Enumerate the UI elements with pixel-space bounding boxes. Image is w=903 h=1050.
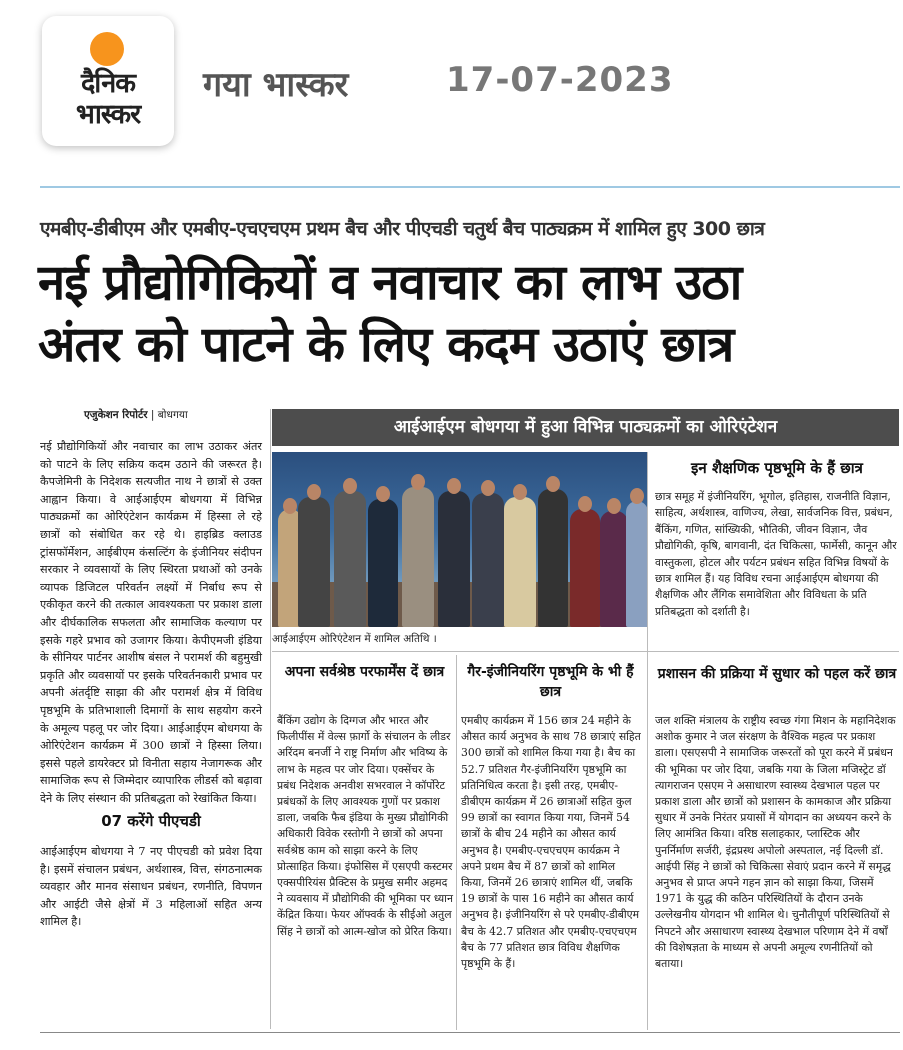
subhead-phd: 07 करेंगे पीएचडी xyxy=(101,812,201,831)
section-2-title: अपना सर्वश्रेष्ठ परफार्मेंस दें छात्र xyxy=(284,664,445,680)
person-figure xyxy=(538,489,568,627)
edition-name: गया भास्कर xyxy=(203,65,349,105)
person-figure xyxy=(368,499,398,627)
person-figure xyxy=(402,487,434,627)
person-head xyxy=(546,476,560,492)
column-divider xyxy=(456,655,457,1030)
person-figure xyxy=(334,491,366,627)
person-figure xyxy=(600,511,628,627)
headline xyxy=(38,252,898,376)
section-4-body: जल शक्ति मंत्रालय के राष्ट्रीय स्वच्छ गंगा मिशन के महानिदेशक अशोक कुमार ने जल संरक्षण के वैश्विक महत्व पर प्रकाश डाला। एसएसपी ने सामाजिक जरूरतों को पूरा करने में प्रबंधन की भूमिका पर जोर दिया, जबकि गया के जिला मजिस्ट्रेट डॉ त्यागराजन एसएम ने असाधारण स्वास्थ्य देखभाल पहल पर प्रकाश डाला और छात्रों को प्रशासन के कामकाज और प्रक्रिया सुधार में उनके निरंतर प्रयासों में योगदान का अध्ययन करने के लिए आमंत्रित किया। वरिष्ठ सलाहकार, प्लास्टिक और पुनर्निर्माण सर्जरी, इंद्रप्रस्थ अपोलो अस्पताल, नई दिल्ली डॉ. आईपी सिंह ने छात्रों को चिकित्सा सेवाएं प्रदान करने में समृद्ध अनुभव से प्राप्त अपने गहन ज्ञान को साझा किया, जिसमें 1971 के युद्ध की कठिन परिस्थितियों के दौरान उनके उल्लेखनीय योगदान भी शामिल थे। चुनौतीपूर्ण परिस्थितियों से निपटने और असाधारण स्वास्थ्य देखभाल परिणाम देने में वर्षों की विशेषज्ञता के माध्यम से अपनी अमूल्य रणनीतियों को बताया। xyxy=(655,714,896,971)
sidebar-title: इन शैक्षणिक पृष्ठभूमि के हैं छात्र xyxy=(691,459,863,477)
article-body-2: आईआईएम बोधगया ने 7 नए पीएचडी को प्रवेश दिया है। इसमें संचालन प्रबंधन, अर्थशास्त्र, वित्त, संगठनात्मक व्यवहार और मानव संसाधन प्रबंधन, रणनीति, विपणन और आईटी जैसे क्षेत्रों में 3 महिलाओं सहित अन्य शामिल है। xyxy=(40,845,262,929)
sun-icon xyxy=(90,32,124,66)
section-2-body: बैंकिंग उद्योग के दिग्गज और भारत और फिलीपींस में वेल्स फ़ार्गो के संचालन के लीडर अरिंदम बनर्जी ने राष्ट्र निर्माण और भविष्य के लाभ के महत्व पर जोर दिया। एक्सेंचर के प्रबंध निदेशक अनवीश सभरवाल ने कॉर्पोरेट प्रबंधकों के लिए आवश्यक गुणों पर प्रकाश डाला, जबकि फैब इंडिया के मुख्य प्रौद्योगिकी अधिकारी विवेक रस्तोगी ने छात्रों को अपना सर्वश्रेष्ठ काम को साझा करने के लिए प्रोत्साहित किया। इंफोसिस में एसएपी कस्टमर एक्सपीरियंस प्रैक्टिस के प्रमुख समीर अहमद ने व्यवसाय में प्रौद्योगिकी की भूमिका पर ध्यान केंद्रित किया। फेयर ऑफ्वर्क के सीईओ अतुल सिंह ने छात्रों को आत्म-खोज को प्रेरित किया। xyxy=(277,714,453,938)
person-figure xyxy=(298,497,330,627)
section-4-title: प्रशासन की प्रक्रिया में सुधार को पहल करें छात्र xyxy=(657,666,897,682)
headline-line-2: अंतर को पाटने के लिए कदम उठाएं छात्र xyxy=(38,316,734,373)
brand-logo xyxy=(42,16,174,146)
person-figure xyxy=(626,501,647,627)
banner-headline: आईआईएम बोधगया में हुआ विभिन्न पाठ्यक्रमों का ओरिएंटेशन xyxy=(272,409,899,446)
person-head xyxy=(376,486,390,502)
person-head xyxy=(411,474,425,490)
person-head xyxy=(513,484,527,500)
edition-date: 17-07-2023 xyxy=(446,60,674,100)
event-photo xyxy=(272,452,647,627)
person-head xyxy=(607,498,621,514)
divider xyxy=(40,186,900,188)
person-head xyxy=(630,488,644,504)
column-divider xyxy=(270,409,271,1029)
sidebar-body: छात्र समूह में इंजीनियरिंग, भूगोल, इतिहास, राजनीति विज्ञान, साहित्य, अर्थशास्त्र, वाणिज्य, लेखा, सार्वजनिक वित्त, प्रबंधन, बैंकिंग, गणित, सांख्यिकी, भौतिकी, जीवन विज्ञान, जैव प्रौद्योगिकी, कृषि, बागवानी, दंत चिकित्सा, फार्मेसी, कानून और वास्तुकला, होटल और पर्यटन प्रबंधन सहित विभिन्न विषयों के छात्र शामिल हैं। यह विविध रचना आईआईएम बोधगया की शैक्षणिक और लैंगिक समावेशिता और विविधता के प्रति प्रतिबद्धता को दर्शाती है। xyxy=(655,490,897,618)
person-head xyxy=(283,498,297,514)
person-figure xyxy=(472,493,504,627)
headline-line-1: नई प्रौद्योगिकियों व नवाचार का लाभ उठा xyxy=(38,254,742,311)
person-figure xyxy=(438,491,470,627)
person-figure xyxy=(570,509,600,627)
section-3-title: गैर-इंजीनियरिंग पृष्ठभूमि के भी हैं छात्र xyxy=(467,664,634,700)
person-figure xyxy=(504,497,536,627)
column-divider xyxy=(647,452,648,1030)
person-head xyxy=(343,478,357,494)
article-body: नई प्रौद्योगिकियों और नवाचार का लाभ उठाकर अंतर को पाटने के लिए सक्रिय कदम उठाने की जरूरत है। कैपजेमिनी के निदेशक सत्यजीत नाथ ने छात्रों से उक्त आह्वान किया। वे आईआईएम बोधगया में विभिन्न पाठ्यक्रमों का ओरिएंटेशन कार्यक्रम में हिस्सा ले रहे छात्रों को संबोधित कर रहे थे। हाइब्रिड क्लाउड ट्रांसफॉर्मेशन, आईबीएम कंसल्टिंग के इंजीनियर संदीपन सरकार ने व्यवसायों के लिए स्थिरता प्रथाओं को उनके व्यापक डिजिटल परिवर्तन लक्ष्यों में निर्बाध रूप से एकीकृत करने की तत्काल आवश्यकता पर प्रकाश डाला और दीर्घकालिक सफलता और सामाजिक कल्याण पर इसके गहरे प्रभाव को उजागर किया। केपीएमजी इंडिया के सीनियर पार्टनर आशीष बंसल ने परामर्श की बहुमुखी प्रकृति और व्यवसायों पर इसके परिवर्तनकारी प्रभाव पर अपनी अंतर्दृष्टि साझा की और परामर्श क्षेत्र में विविध पृष्ठभूमि के प्रतिभाशाली दिमागों के साथ सहयोग करने के अमूल्य पहलू पर जोर दिया। आईआईएम बोधगया के ओरिएंटेशन कार्यक्रम में 300 छात्रों ने हिस्सा लिया। इससे पहले डायरेक्टर प्रो विनीता सहाय नेजागरूक और सामाजिक रूप से जिम्मेदार व्यापारिक लीडर्स को बढ़ावा देने के लिए संस्थान की प्रतिबद्धता को रेखांकित किया। xyxy=(40,440,262,805)
byline: एजुकेशन रिपोर्टर | बोधगया xyxy=(84,409,188,421)
section-3-body: एमबीए कार्यक्रम में 156 छात्र 24 महीने के औसत कार्य अनुभव के साथ 78 छात्राएं सहित 300 छात्रों को शामिल किया गया है। बैच का 52.7 प्रतिशत गैर-इंजीनियरिंग पृष्ठभूमि का प्रतिनिधित्व करता है। इसी तरह, एमबीए-डीबीएम कार्यक्रम में 26 छात्राओं सहित कुल 99 छात्रों का स्वागत किया गया, जिनमें 54 छात्रों के बीच 24 महीने का औसत कार्य अनुभव है। एमबीए-एचएचएम कार्यक्रम ने अपने प्रथम बैच में 87 छात्रों को शामिल किया, जिनमें 26 छात्राएं शामिल थीं, जबकि 19 छात्रों के पास 16 महीने का औसत कार्य अनुभव है। इंजीनियरिंग से परे एमबीए-डीबीएम बैच के 42.7 प्रतिशत और एमबीए-एचएचएम बैच के 77 प्रतिशत छात्र विविध शैक्षणिक पृष्ठभूमि के हैं। xyxy=(461,714,641,971)
byline-reporter: एजुकेशन रिपोर्टर xyxy=(84,409,148,421)
byline-place: बोधगया xyxy=(157,409,188,421)
divider xyxy=(40,1032,900,1033)
person-head xyxy=(578,496,592,512)
divider xyxy=(272,651,899,652)
kicker: एमबीए-डीबीएम और एमबीए-एचएचएम प्रथम बैच और पीएचडी चतुर्थ बैच पाठ्यक्रम में शामिल हुए 300 छात्र xyxy=(40,218,765,240)
photo-caption: आईआईएम ओरिएंटेशन में शामिल अतिथि । xyxy=(272,633,437,645)
person-head xyxy=(447,478,461,494)
brand-wordmark: दैनिक भास्कर xyxy=(75,68,141,130)
person-head xyxy=(307,484,321,500)
article-column-1 xyxy=(40,438,262,931)
person-head xyxy=(481,480,495,496)
